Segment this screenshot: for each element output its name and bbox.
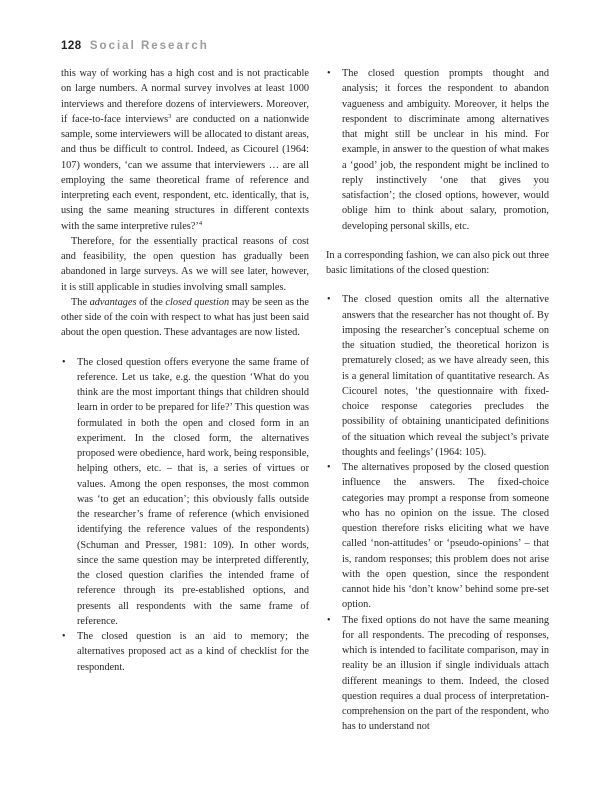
bullet-icon: •	[62, 356, 66, 368]
list-item: • The closed question offers everyone the same frame of reference. Let us take, e.g. the question ‘What do you think are the most important things that children should learn in order to be prepared for life?’ This question was formulated in both the open and closed form in an experiment. In the closed form, the alternatives proposed were obedience, hard work, being responsible, helping others, etc. – that is, a series of virtues or values. Among the open responses, the most common was ‘to get an education’; this obviously falls outside the researcher’s frame of reference (which envisioned identifying the reference values of the respondents) (Schuman and Presser, 1981: 109). In other words, since the same question may be interpreted differently, the closed question clarifies the intended frame of reference through its pre-established options, and presents all respondents with the same frame of reference.	[62, 356, 309, 627]
limitations-list	[326, 292, 549, 734]
bullet-icon: •	[327, 462, 331, 473]
running-title: Social Research	[89, 40, 209, 52]
paragraph: In a corresponding fashion, we can also pick out three basic limitations of the closed question:	[326, 249, 549, 276]
bullet-icon: •	[62, 631, 66, 642]
advantages-list-continued	[326, 66, 549, 234]
paragraph: this way of working has a high cost and is not practicable on large numbers. A normal survey involves at least 1000 interviews and therefore dozens of interviewers. Moreover, if face-to-face interviews$^3$ are conducted on a nationwide sample, some interviewers will be allocated to distant areas, and thus be difficult to control. Indeed, as Cicourel (1964: 107) wonders, ‘can we assume that interviewers … are all employing the same theoretical frame of reference and interpreting each event, respondent, etc. identically, that is, using the same meaning structures in different contexts with the same interpretive rules?’$^4$	[61, 68, 310, 232]
right-column	[326, 66, 549, 735]
left-column	[61, 66, 309, 675]
page-number: 128	[61, 40, 82, 52]
paragraph: The advantages of the closed question may be seen as the other side of the coin with respect to what has just been said about the open question. These advantages are now listed.	[61, 296, 309, 339]
list-item: • The closed question is an aid to memory; the alternatives proposed act as a kind of checklist for the respondent.	[62, 631, 309, 673]
advantages-list	[61, 355, 309, 675]
paragraph: Therefore, for the essentially practical reasons of cost and feasibility, the open question has gradually been abandoned in large surveys. As we will see later, however, it is still applicable in studies involving small samples.	[61, 235, 309, 293]
list-item: • The fixed options do not have the same meaning for all respondents. The precoding of responses, which is intended to facilitate comparison, may in reality be an illusion if single individuals attach different meanings to them. Indeed, the closed question requires a dual process of interpretation-comprehension on the part of the respondent, who has to understand not	[327, 614, 549, 733]
bullet-icon: •	[327, 68, 331, 79]
footnote-marker: 4	[198, 219, 203, 227]
bullet-icon: •	[327, 614, 331, 626]
list-item: • The closed question prompts thought and analysis; it forces the respondent to abandon vagueness and ambiguity. Moreover, it helps the respondent to discriminate among alternatives that might still be unclear in his mind. For example, in answer to the question of what makes a ‘good’ job, the respondent might be inclined to reply instinctively ‘one that gives you satisfaction’; the closed options, however, would oblige him to think about salary, promotion, developing personal skills, etc.	[327, 68, 549, 232]
bullet-icon: •	[327, 294, 331, 306]
running-header	[61, 40, 209, 56]
footnote-marker: 3	[168, 112, 172, 120]
list-item: • The closed question omits all the alternative answers that the researcher has not thought of. By imposing the researcher’s conceptual scheme on the situation studied, the theoretical horizon is prematurely closed; as we have already seen, this is a general limitation of quantitative research. As Cicourel notes, ‘the questionnaire with fixed-choice response categories precludes the possibility of obtaining unanticipated definitions of the situation which reveal the subject’s private thoughts and feelings’ (1964: 105).	[327, 294, 549, 458]
list-item: • The alternatives proposed by the closed question influence the answers. The fixed-choice categories may prompt a response from someone who has no opinion on the issue. The closed question therefore risks eliciting what we have called ‘non-attitudes’ or ‘pseudo-opinions’ – that is, random responses; this problem does not arise with the open question, since the respondent cannot hide his ‘don’t know’ behind some pre-set option.	[327, 462, 549, 611]
